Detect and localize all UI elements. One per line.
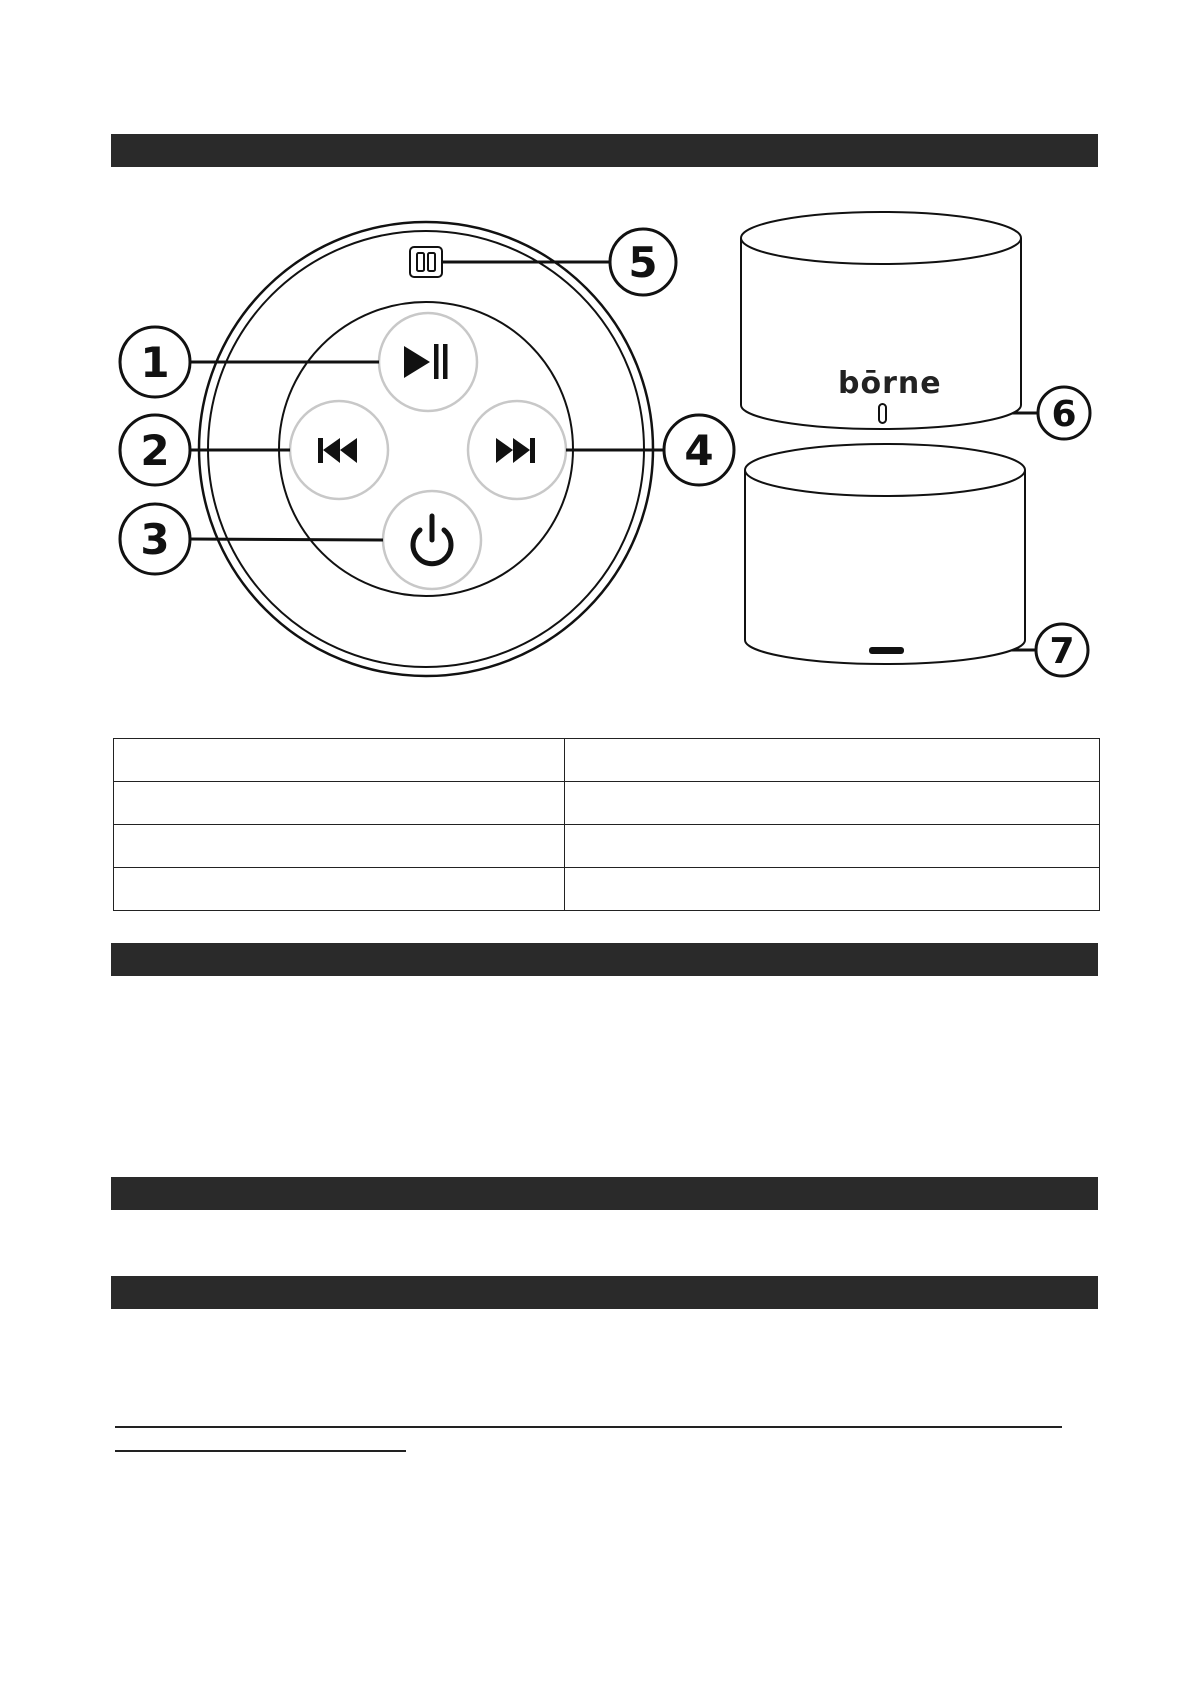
led-indicator-icon — [879, 404, 886, 423]
table-row — [114, 782, 1100, 825]
brand-logo: bōrne — [838, 366, 942, 401]
callout-7 — [1036, 624, 1088, 676]
table-cell — [565, 739, 1100, 782]
table-cell — [565, 825, 1100, 868]
callout-3 — [120, 504, 190, 574]
callout-7-label: 7 — [1049, 631, 1075, 672]
table-cell — [114, 782, 565, 825]
section-header-bar — [111, 1276, 1098, 1309]
speaker-side-view-lower — [745, 444, 1025, 664]
table-cell — [114, 825, 565, 868]
callout-2 — [120, 415, 190, 485]
previous-button[interactable] — [290, 401, 388, 499]
table-cell — [565, 782, 1100, 825]
callout-1-label: 1 — [140, 338, 170, 387]
table-cell — [565, 868, 1100, 911]
bottom-port-icon — [869, 647, 904, 654]
underline-rule — [115, 1450, 406, 1452]
table-cell — [114, 868, 565, 911]
play-pause-button[interactable] — [379, 313, 477, 411]
next-button[interactable] — [468, 401, 566, 499]
table-row — [114, 868, 1100, 911]
callout-4-label: 4 — [684, 426, 714, 475]
callout-6-label: 6 — [1051, 394, 1077, 435]
callout-1 — [120, 327, 190, 397]
table-row — [114, 825, 1100, 868]
callout-3-label: 3 — [140, 515, 170, 564]
callout-6 — [1038, 387, 1090, 439]
callout-2-label: 2 — [140, 426, 170, 475]
callout-5-label: 5 — [628, 238, 658, 287]
table-cell — [114, 739, 565, 782]
power-button[interactable] — [383, 491, 481, 589]
callout-4 — [664, 415, 734, 485]
callout-5 — [610, 229, 676, 295]
usb-port-icon — [410, 247, 442, 277]
table-row — [114, 739, 1100, 782]
underline-rule — [115, 1426, 1062, 1428]
spec-table — [113, 738, 1100, 911]
section-header-bar — [111, 943, 1098, 976]
speaker-diagram — [0, 0, 1191, 720]
section-header-bar — [111, 1177, 1098, 1210]
